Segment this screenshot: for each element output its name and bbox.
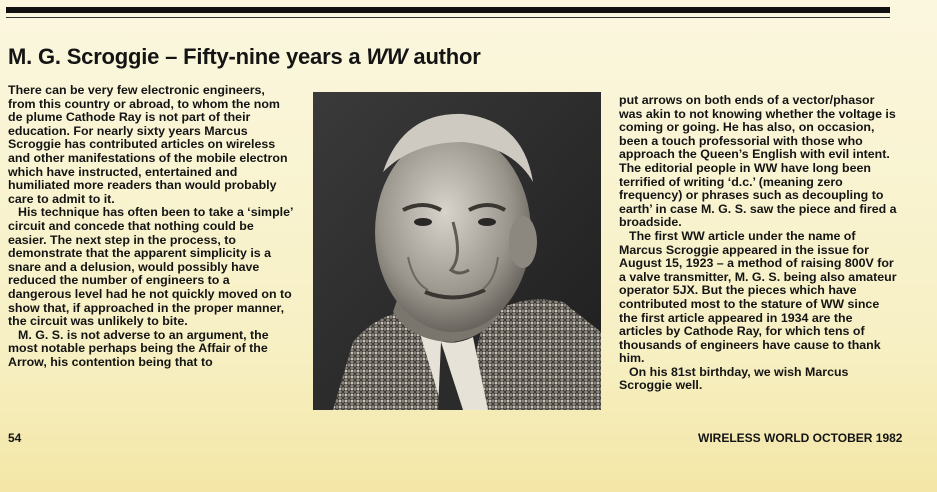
- paragraph-3: M. G. S. is not adverse to an argument, the most notable perhaps being the Affair of the Arrow, his contention being that to: [8, 327, 269, 369]
- left-column: [8, 84, 294, 369]
- headline-ww: WW: [366, 44, 408, 69]
- paragraph-2: His technique has often been to take a ‘simple’ circuit and concede that nothing could be easier. The next step in the process, to demonstrate that the apparent simplicity is a snare and a delusion, would possibly have reduced the number of engineers to a dangerous level had he not quickly moved on to show that, if approached in the proper manner, the circuit was unlikely to bite.: [8, 205, 293, 329]
- headline-tail: author: [407, 44, 481, 69]
- article-headline: [8, 44, 481, 70]
- page-number: 54: [8, 431, 22, 445]
- publication-line: WIRELESS WORLD OCTOBER 1982: [698, 431, 903, 445]
- paragraph-4: put arrows on both ends of a vector/phasor was akin to not knowing whether the voltage is coming or going. He has also, on occasion, been a touch professorial with those who approach the Queen’s English with evil intent. The editorial people in WW have long been terrified of writing ‘d.c.’ (meaning zero frequency) or phrases such as decoupling to earth’ in case M. G. S. saw the piece and fired a broadside.: [619, 93, 897, 230]
- paragraph-1: There can be very few electronic engineers, from this country or abroad, to whom the nom de plume Cathode Ray is not part of their education. For nearly sixty years Marcus Scroggie has contributed articles on wireless and other manifestations of the mobile electron which have instructed, entertained and humiliated more readers than would probably care to admit to it.: [8, 83, 288, 206]
- paragraph-6: On his 81st birthday, we wish Marcus Scroggie well.: [619, 364, 849, 393]
- right-column: [619, 94, 899, 393]
- portrait-photo: [313, 92, 601, 410]
- headline-main: M. G. Scroggie – Fifty-nine years a: [8, 44, 367, 69]
- top-thick-rule: [6, 7, 890, 13]
- top-thin-rule: [6, 17, 890, 18]
- paragraph-5: The first WW article under the name of Marcus Scroggie appeared in the issue for August 15, 1923 – a method of raising 800V for a valve transmitter, M. G. S. being also amateur operator 5JX. But the pieces which have contributed most to the stature of WW since the first article appeared in 1934 are the articles by Cathode Ray, for which tens of thousands of engineers have cause to thank him.: [619, 228, 897, 366]
- portrait-illustration: [313, 92, 601, 410]
